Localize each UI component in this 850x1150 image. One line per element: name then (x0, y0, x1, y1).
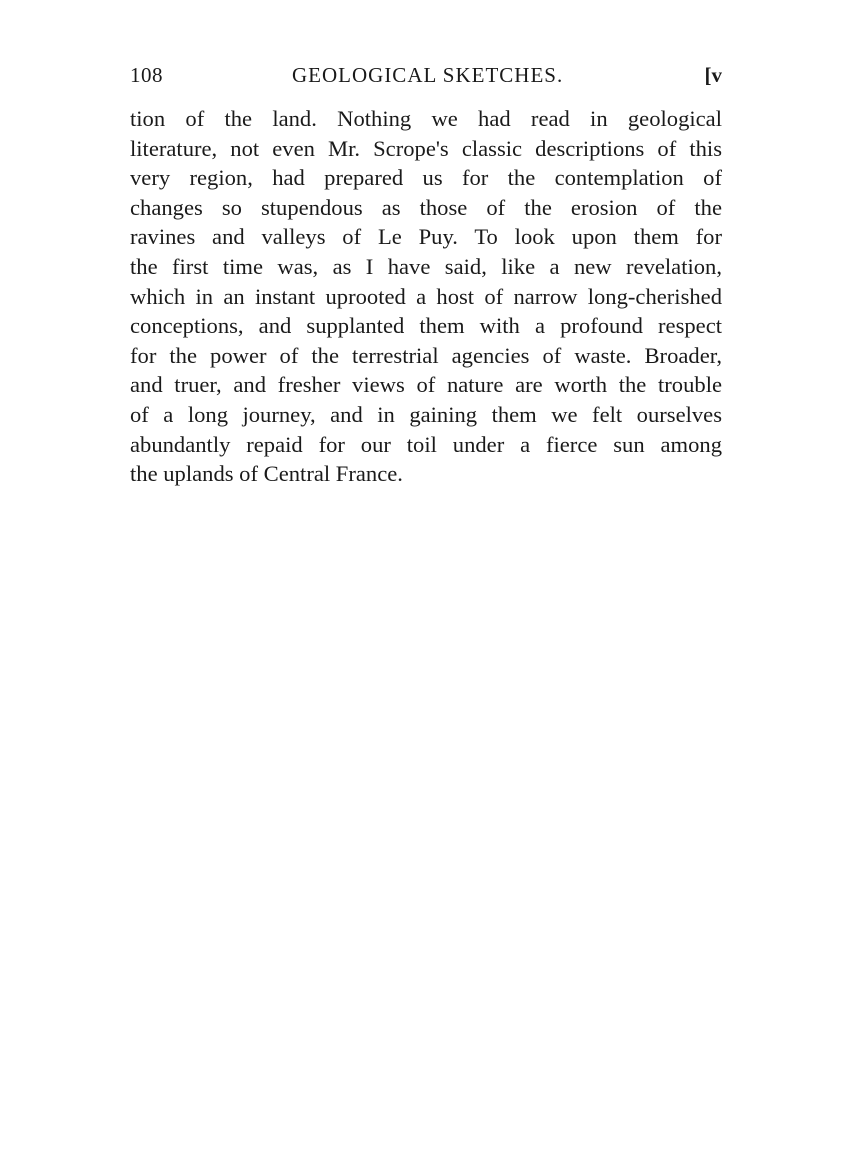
text-line: the uplands of Central France. (130, 461, 403, 487)
text-line: conceptions, and supplanted them with a profound respect (130, 313, 722, 339)
page-number: 108 (130, 63, 163, 87)
running-title: GEOLOGICAL SKETCHES. (292, 63, 564, 87)
text-line: ravines and valleys of Le Puy. To look upon them for (130, 224, 722, 250)
body-paragraph (130, 104, 722, 489)
text-line: the first time was, as I have said, like a new revelation, (130, 253, 722, 279)
text-line: changes so stupendous as those of the erosion of the (130, 194, 722, 220)
text-line: and truer, and fresher views of nature are worth the trouble (130, 372, 722, 398)
text-line: literature, not even Mr. Scrope's classic descriptions of this (130, 135, 722, 161)
text-line: which in an instant uprooted a host of narrow long-cherished (130, 283, 722, 309)
text-line: tion of the land. Nothing we had read in geological (130, 106, 722, 131)
running-head (130, 60, 722, 90)
text-line: for the power of the terrestrial agencies of waste. Broader, (130, 342, 722, 368)
text-line: abundantly repaid for our toil under a fierce sun among (130, 431, 722, 457)
text-line: very region, had prepared us for the contemplation of (130, 165, 722, 191)
text-line: of a long journey, and in gaining them we felt ourselves (130, 401, 722, 427)
section-marker: [v (704, 63, 722, 87)
